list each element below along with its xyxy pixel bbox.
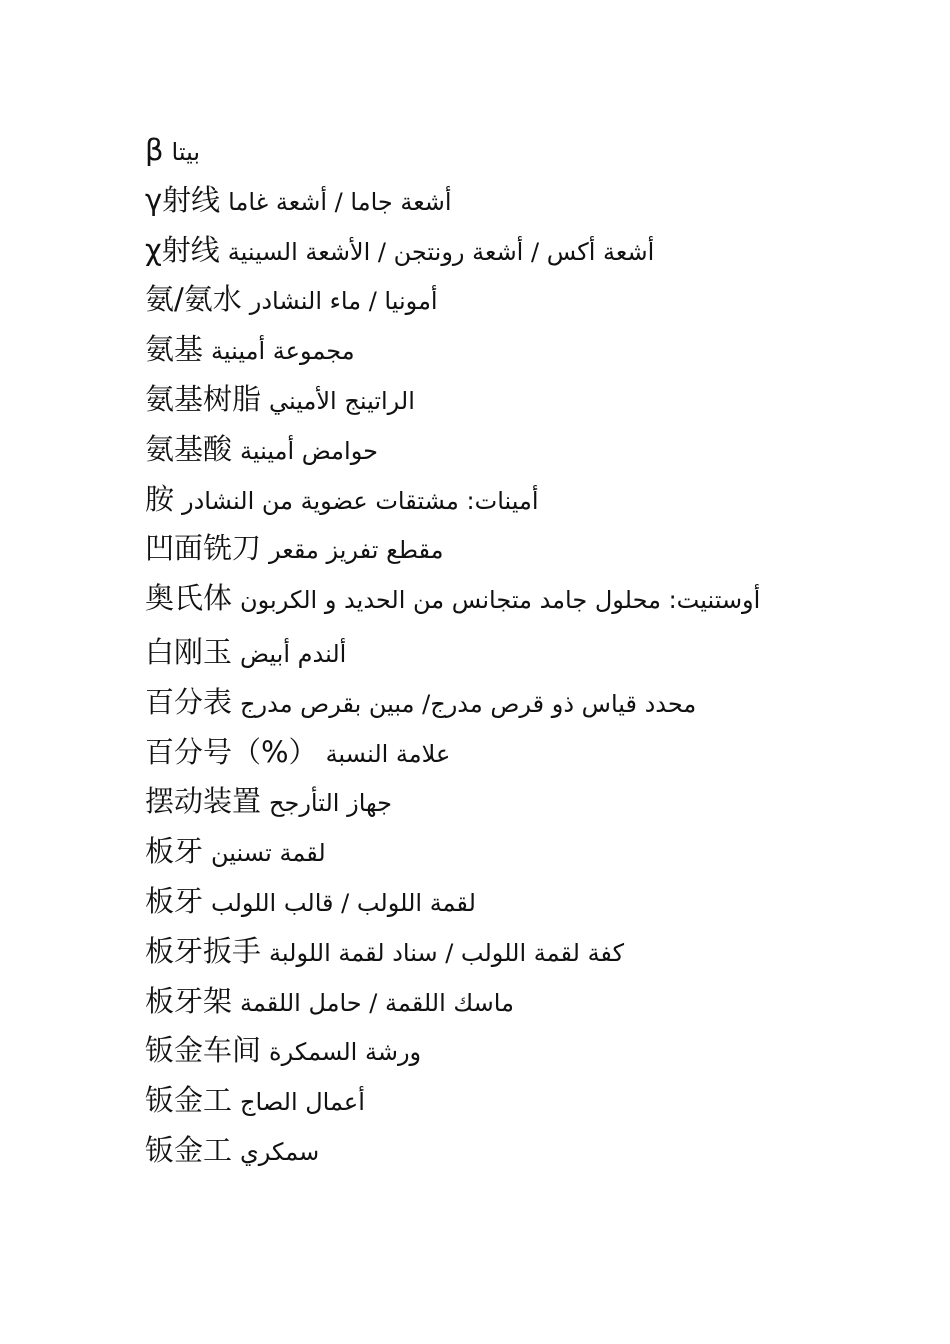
glossary-page: [145, 126, 810, 1176]
arabic-meaning: علامة النسبة: [325, 739, 451, 768]
glossary-entry: [145, 678, 810, 728]
arabic-meaning: أشعة جاما / أشعة غاما: [228, 187, 452, 216]
arabic-meaning: أشعة أكس / أشعة رونتجن / الأشعة السينية: [227, 237, 655, 266]
glossary-entry: [145, 927, 810, 977]
arabic-meaning: سمكري: [240, 1137, 320, 1166]
chinese-term: 氨基树脂: [145, 381, 262, 416]
arabic-meaning: ماسك اللقمة / حامل اللقمة: [240, 988, 514, 1017]
glossary-entry: [145, 574, 810, 628]
glossary-entry: [145, 977, 810, 1027]
chinese-term: 氨基: [145, 332, 204, 367]
glossary-entry: [145, 777, 810, 827]
glossary-entry: [145, 126, 810, 176]
chinese-term: 百分表: [145, 684, 233, 719]
glossary-entry: [145, 375, 810, 425]
arabic-meaning: أوستنيت: محلول جامد متجانس من الحديد و الكربون: [240, 586, 761, 615]
arabic-meaning: بيتا: [171, 138, 200, 166]
chinese-term: 奥氏体: [145, 581, 233, 616]
chinese-term: 凹面铣刀: [145, 531, 262, 566]
arabic-meaning: محدد قياس ذو قرص مدرج/ مبين بقرص مدرج: [240, 689, 697, 718]
glossary-entry: [145, 226, 810, 276]
arabic-meaning: ألندم أبيض: [240, 639, 347, 668]
glossary-entry: [145, 176, 810, 226]
glossary-entry: [145, 827, 810, 877]
arabic-meaning: جهاز التأرجح: [269, 789, 392, 818]
glossary-entry: [145, 1026, 810, 1076]
glossary-entry: [145, 1076, 810, 1126]
chinese-term: 氨基酸: [145, 431, 233, 466]
glossary-entry: [145, 475, 810, 525]
arabic-meaning: أعمال الصاج: [240, 1088, 365, 1117]
arabic-meaning: أمونيا / ماء النشادر: [249, 287, 438, 316]
arabic-meaning: كفة لقمة اللولب / سناد لقمة اللولبة: [269, 938, 624, 967]
glossary-entry: [145, 425, 810, 475]
glossary-entry: [145, 877, 810, 927]
chinese-term: 氨/氨水: [145, 282, 242, 317]
chinese-term: 百分号（%）: [145, 734, 318, 769]
glossary-entry: [145, 628, 810, 678]
chinese-term: 摆动装置: [145, 784, 262, 819]
chinese-term: 板牙: [145, 883, 204, 918]
chinese-term: 板牙: [145, 834, 204, 869]
chinese-term: 胺: [145, 481, 175, 516]
arabic-meaning: مقطع تفريز مقعر: [269, 536, 444, 565]
arabic-meaning: لقمة تسنين: [211, 839, 326, 868]
glossary-entry: [145, 1126, 810, 1176]
glossary-entry: [145, 728, 810, 778]
chinese-term: 板牙扳手: [145, 933, 262, 968]
arabic-meaning: الراتينج الأميني: [269, 386, 415, 415]
glossary-entry: [145, 524, 810, 574]
chinese-term: 钣金工: [145, 1083, 233, 1118]
arabic-meaning: مجموعة أمينية: [211, 337, 355, 366]
arabic-meaning: لقمة اللولب / قالب اللولب: [211, 888, 476, 917]
chinese-term: 钣金工: [145, 1132, 233, 1167]
chinese-term: 钣金车间: [145, 1033, 262, 1068]
glossary-entry: [145, 325, 810, 375]
chinese-term: γ射线: [145, 182, 221, 217]
chinese-term: β: [145, 133, 164, 167]
chinese-term: 板牙架: [145, 983, 233, 1018]
arabic-meaning: أمينات: مشتقات عضوية من النشادر: [182, 486, 539, 515]
chinese-term: χ射线: [145, 232, 220, 267]
glossary-entry: [145, 275, 810, 325]
arabic-meaning: حوامض أمينية: [240, 436, 378, 465]
arabic-meaning: ورشة السمكرة: [269, 1038, 422, 1067]
chinese-term: 白刚玉: [145, 634, 233, 669]
